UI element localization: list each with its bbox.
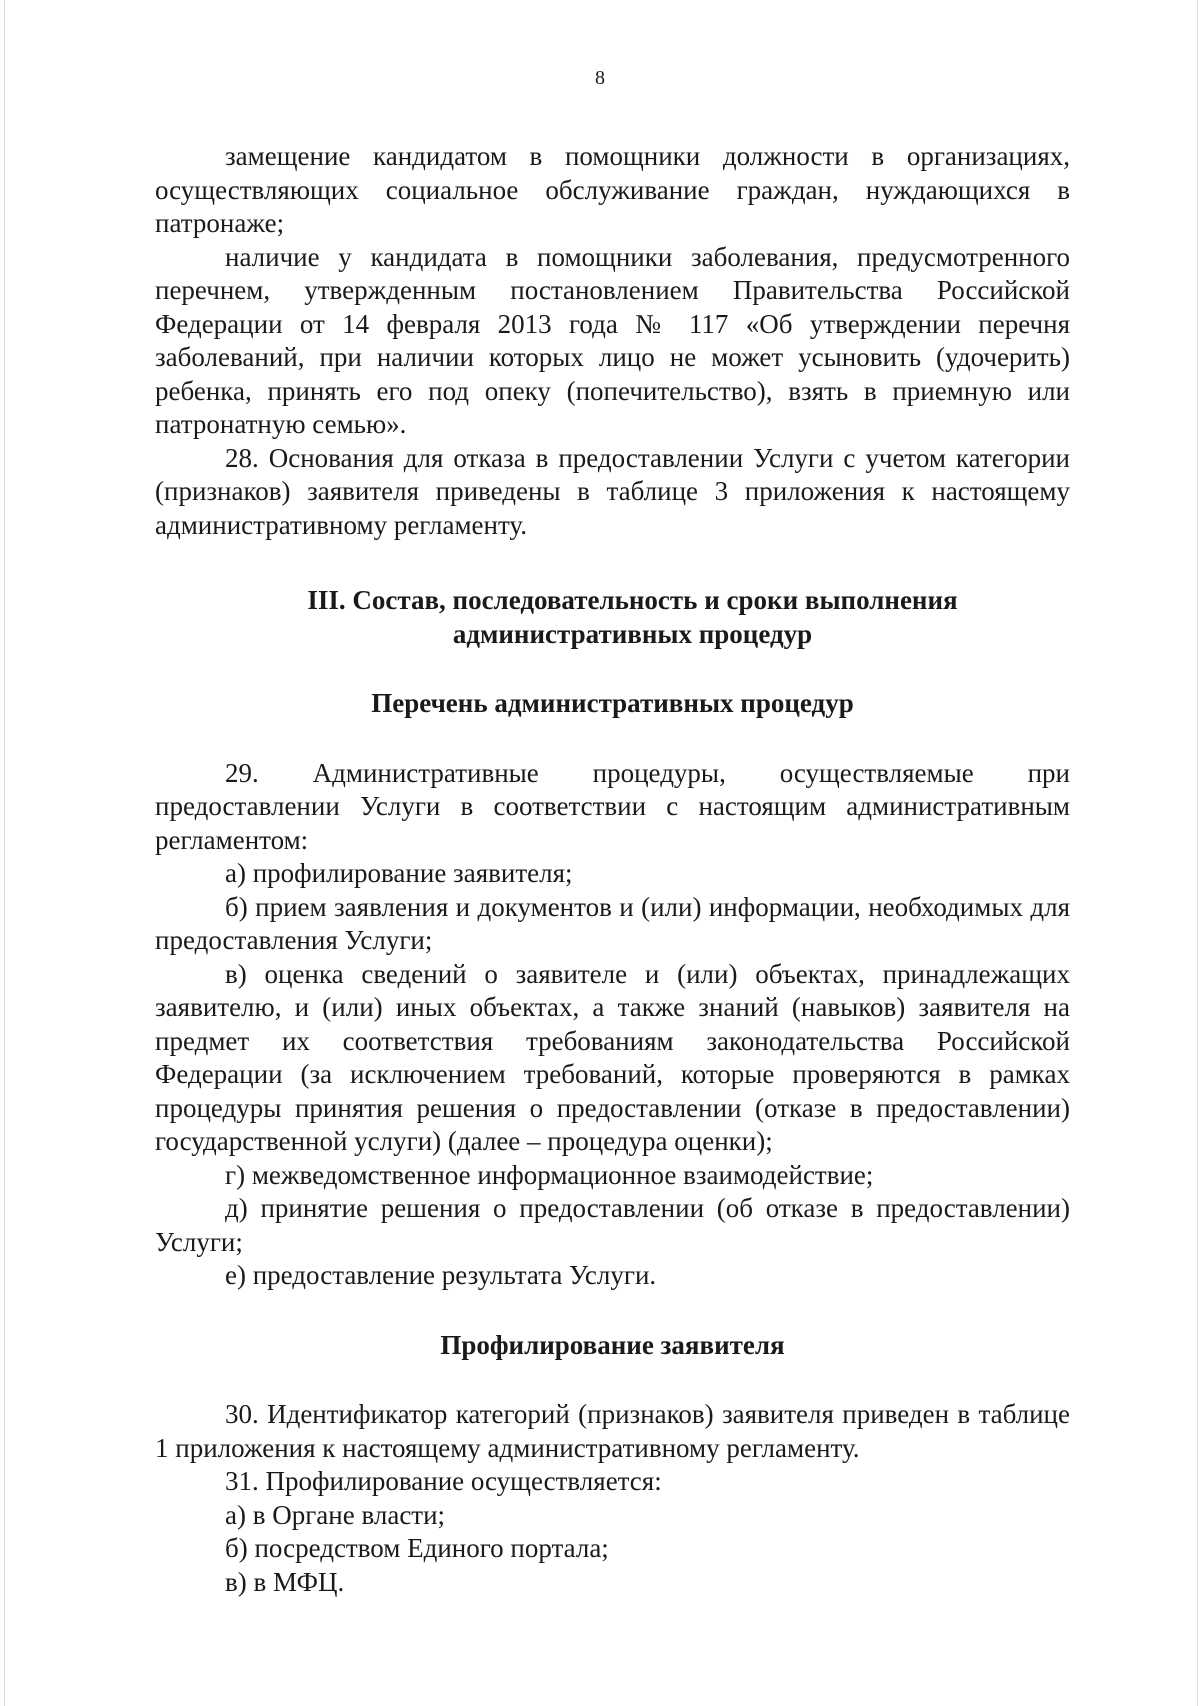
list-item-g: г) межведомственное информационное взаимодействие; <box>225 1159 874 1190</box>
section-title-line1: III. Состав, последовательность и сроки выполнения <box>307 585 958 615</box>
paragraph-29: 29. Административные процедуры, осуществляемые при предоставлении Услуги в соответствии с настоящим административным регламентом: <box>155 757 1070 855</box>
scan-edge-right <box>1197 0 1198 1706</box>
paragraph-disease: наличие у кандидата в помощники заболевания, предусмотренного перечнем, утвержденным постановлением Правительства Российской Федерации от 14 февраля 2013 года № 117 «Об утверждении перечня заболеваний, при наличии которых лицо не может усыновить (удочерить) ребенка, принять его под опеку (попечительство), взять в приемную или патронатную семью». <box>155 241 1070 439</box>
list-item-b: б) прием заявления и документов и (или) информации, необходимых для предоставления Услуги; <box>155 891 1070 955</box>
scan-edge-left <box>4 0 5 1706</box>
page-number: 8 <box>595 67 605 89</box>
profiling-item-v: в) в МФЦ. <box>225 1566 345 1597</box>
subtitle-profiling: Профилирование заявителя <box>440 1329 785 1360</box>
list-item-v: в) оценка сведений о заявителе и (или) объектах, принадлежащих заявителю, и (или) иных объектах, а также знаний (навыков) заявителя на предмет их соответствия требованиям законодательства Российской Федерации (за исключением требований, которые проверяются в рамках процедуры принятия решения о предоставлении (отказе в предоставлении) государственной услуги) (далее – процедура оценки); <box>155 958 1070 1156</box>
section-title <box>155 584 1070 651</box>
list-item-a: а) профилирование заявителя; <box>225 858 573 888</box>
list-item-d: д) принятие решения о предоставлении (об отказе в предоставлении) Услуги; <box>155 1193 1070 1257</box>
paragraph-31: 31. Профилирование осуществляется: <box>225 1466 662 1496</box>
paragraph-28: 28. Основания для отказа в предоставлении Услуги с учетом категории (признаков) заявителя приведены в таблице 3 приложения к настоящему административному регламенту. <box>155 442 1070 540</box>
paragraph-replacement-position: замещение кандидатом в помощники должности в организациях, осуществляющих социальное обслуживание граждан, нуждающихся в патронаже; <box>155 141 1070 238</box>
document-body <box>155 140 1070 1599</box>
profiling-item-a: а) в Органе власти; <box>225 1499 446 1530</box>
paragraph-30: 30. Идентификатор категорий (признаков) заявителя приведен в таблице 1 приложения к настоящему административному регламенту. <box>155 1399 1070 1463</box>
section-title-line2: административных процедур <box>452 618 813 649</box>
subtitle-procedures-list: Перечень административных процедур <box>371 688 854 718</box>
list-item-e: е) предоставление результата Услуги. <box>225 1260 657 1290</box>
profiling-item-b: б) посредством Единого портала; <box>225 1533 609 1563</box>
